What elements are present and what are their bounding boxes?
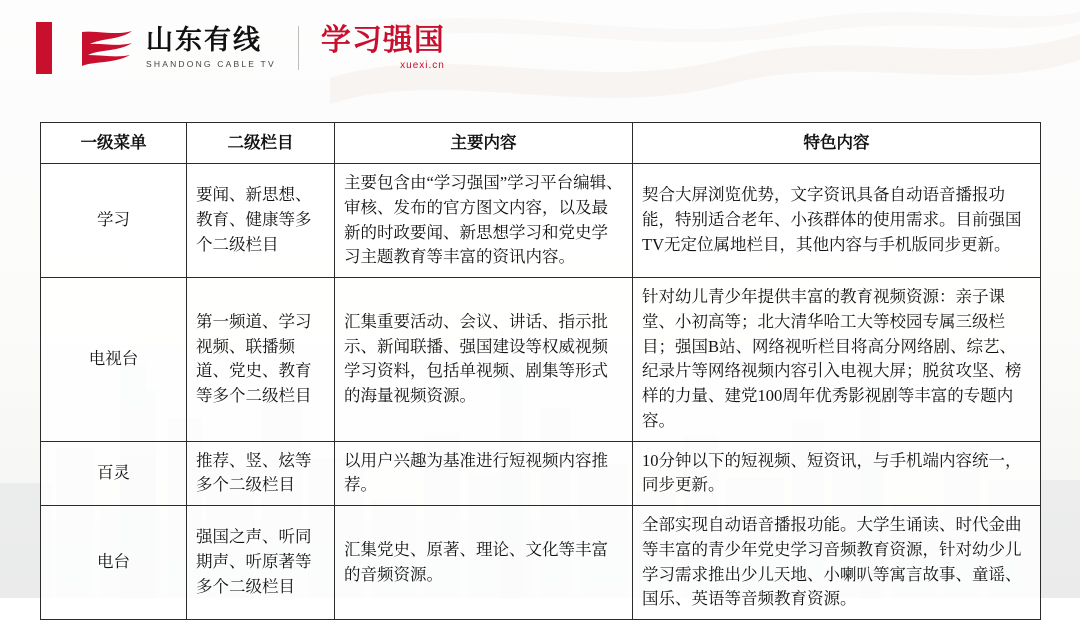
column-header-menu: 一级菜单 — [41, 123, 187, 164]
cell-feature-content: 针对幼儿青少年提供丰富的教育视频资源：亲子课堂、小初高等；北大清华哈工大等校园专属三级栏目；强国B站、网络视听栏目将高分网络剧、综艺、纪录片等网络视频内容引入电视大屏；脱贫攻坚、榜样的力量、建党100周年优秀影视剧等丰富的专题内容。 — [633, 278, 1041, 442]
cell-section: 要闻、新思想、教育、健康等多个二级栏目 — [187, 164, 335, 278]
red-accent-bar — [36, 22, 52, 74]
table-row — [41, 278, 1041, 442]
header-divider — [298, 26, 299, 70]
content-matrix-table — [40, 122, 1040, 620]
table-header-row — [41, 123, 1041, 164]
partner-name-en: xuexi.cn — [400, 59, 445, 71]
cell-feature-content: 10分钟以下的短视频、短资讯，与手机端内容统一，同步更新。 — [633, 441, 1041, 506]
cell-main-content: 汇集重要活动、会议、讲话、指示批示、新闻联播、强国建设等权威视频学习资料，包括单视频、剧集等形式的海量视频资源。 — [335, 278, 633, 442]
cell-feature-content: 全部实现自动语音播报功能。大学生诵读、时代金曲等丰富的青少年党史学习音频教育资源，针对幼少儿学习需求推出少儿天地、小喇叭等寓言故事、童谣、国乐、英语等音频教育资源。 — [633, 506, 1041, 620]
brand-name-en: SHANDONG CABLE TV — [146, 59, 276, 70]
cell-main-content: 汇集党史、原著、理论、文化等丰富的音频资源。 — [335, 506, 633, 620]
cell-menu: 学习 — [41, 164, 187, 278]
page-header — [0, 0, 1080, 96]
cell-menu: 电台 — [41, 506, 187, 620]
cell-feature-content: 契合大屏浏览优势，文字资讯具备自动语音播报功能，特别适合老年、小孩群体的使用需求。目前强国TV无定位属地栏目，其他内容与手机版同步更新。 — [633, 164, 1041, 278]
cell-main-content: 以用户兴趣为基准进行短视频内容推荐。 — [335, 441, 633, 506]
cell-section: 强国之声、听同期声、听原著等多个二级栏目 — [187, 506, 335, 620]
table-row — [41, 441, 1041, 506]
xuexi-logo — [320, 23, 445, 71]
column-header-section: 二级栏目 — [187, 123, 335, 164]
column-header-main-content: 主要内容 — [335, 123, 633, 164]
cell-menu: 电视台 — [41, 278, 187, 442]
cell-main-content: 主要包含由“学习强国”学习平台编辑、审核、发布的官方图文内容，以及最新的时政要闻、新思想学习和党史学习主题教育等丰富的资讯内容。 — [335, 164, 633, 278]
partner-name-cn: 学习强国 — [320, 23, 445, 57]
cell-menu: 百灵 — [41, 441, 187, 506]
shandong-cable-logo — [80, 27, 276, 69]
cell-section: 第一频道、学习视频、联播频道、党史、教育等多个二级栏目 — [187, 278, 335, 442]
table-row — [41, 164, 1041, 278]
shandong-cable-flag-icon — [80, 28, 134, 68]
table-row — [41, 506, 1041, 620]
brand-name-cn: 山东有线 — [146, 25, 262, 56]
column-header-feature-content: 特色内容 — [633, 123, 1041, 164]
cell-section: 推荐、竖、炫等多个二级栏目 — [187, 441, 335, 506]
